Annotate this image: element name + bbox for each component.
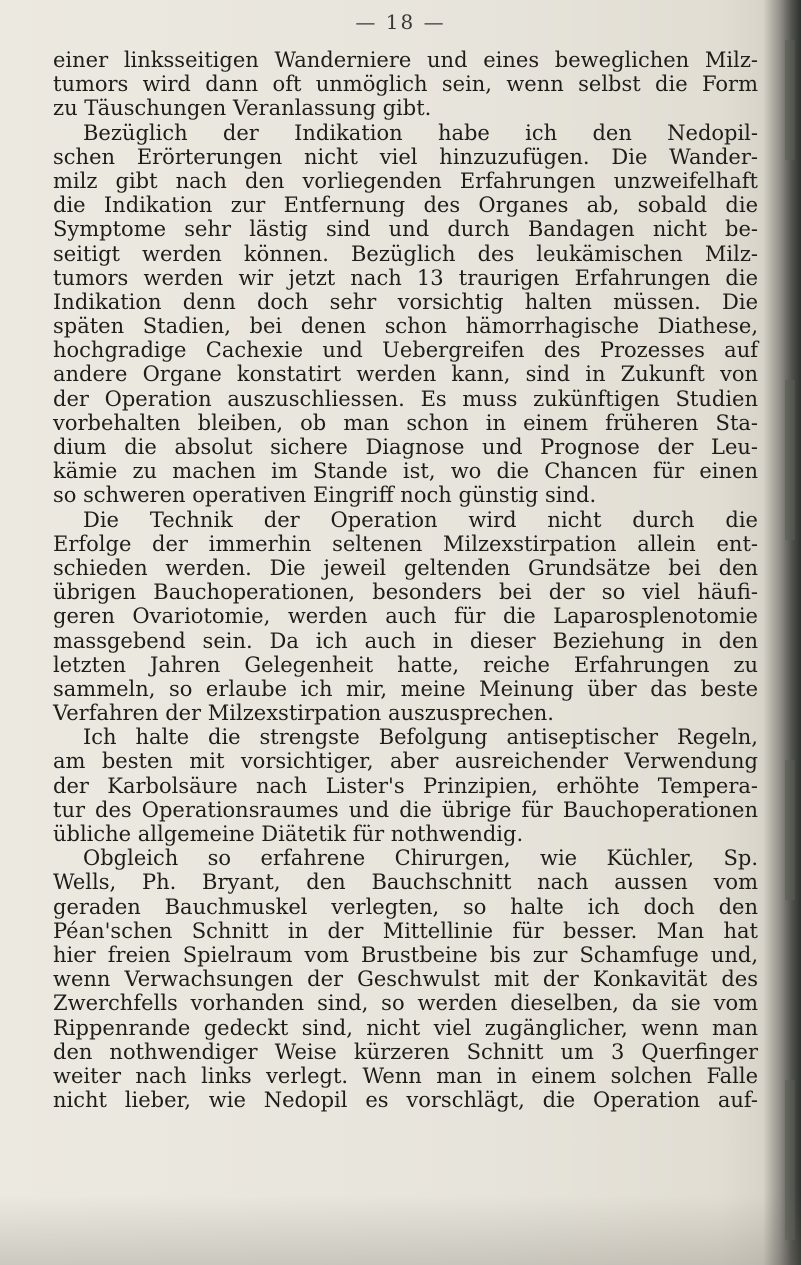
text-line: milz gibt nach den vorliegenden Erfahrungen unzweifelhaft — [53, 168, 758, 193]
text-line: hier freien Spielraum vom Brustbeine bis zur Schamfuge und, — [53, 942, 758, 967]
text-line: dium die absolut sichere Diagnose und Prognose der Leu- — [53, 435, 758, 459]
text-line: weiter nach links verlegt. Wenn man in einem solchen Falle — [53, 1063, 758, 1088]
edge-mark — [785, 40, 795, 160]
text-line: andere Organe konstatirt werden kann, sind in Zukunft von — [53, 362, 758, 387]
page-number: — 18 — — [355, 10, 446, 34]
text-line: zu Täuschungen Veranlassung gibt. — [53, 96, 432, 121]
text-line: so schweren operativen Eingriff noch günstig sind. — [53, 483, 597, 508]
text-line: der Operation auszuschliessen. Es muss zukünftigen Studien — [53, 386, 758, 411]
text-line: Wells, Ph. Bryant, den Bauchschnitt nach aussen vom — [53, 870, 758, 895]
text-line: Verfahren der Milzexstirpation auszusprechen. — [53, 701, 554, 726]
edge-mark — [785, 760, 795, 900]
text-line: schieden werden. Die jeweil geltenden Grundsätze bei den — [53, 555, 758, 580]
text-line: geren Ovariotomie, werden auch für die Laparosplenotomie — [53, 604, 758, 629]
text-line: die Indikation zur Entfernung des Organes ab, sobald die — [53, 193, 758, 218]
text-line: vorbehalten bleiben, ob man schon in einem früheren Sta- — [53, 410, 758, 435]
text-line: am besten mit vorsichtiger, aber ausreichender Verwendung — [53, 749, 758, 774]
page-edge-shadow — [763, 0, 801, 1265]
paragraph-start: Bezüglich der Indikation habe ich den Nedopil- — [83, 120, 758, 145]
text-line: den nothwendiger Weise kürzeren Schnitt um 3 Querfinger — [53, 1039, 758, 1064]
paragraph-start: Die Technik der Operation wird nicht durch die — [83, 507, 758, 532]
text-line: Symptome sehr lästig sind und durch Bandagen nicht be- — [53, 217, 758, 242]
text-line: schen Erörterungen nicht viel hinzuzufügen. Die Wander- — [53, 144, 758, 169]
text-line: seitigt werden können. Bezüglich des leukämischen Milz- — [53, 241, 758, 266]
text-line: kämie zu machen im Stande ist, wo die Chancen für einen — [53, 459, 758, 484]
paragraph-start: Obgleich so erfahrene Chirurgen, wie Küchler, Sp. — [83, 846, 758, 871]
body-text — [53, 48, 758, 1112]
text-line: tumors wird dann oft unmöglich sein, wenn selbst die Form — [53, 72, 758, 97]
paragraph-start: Ich halte die strengste Befolgung antiseptischer Regeln, — [83, 725, 758, 750]
text-line: späten Stadien, bei denen schon hämorrhagische Diathese, — [53, 314, 758, 339]
text-line: tumors werden wir jetzt nach 13 traurigen Erfahrungen die — [53, 265, 758, 290]
text-line: hochgradige Cachexie und Uebergreifen des Prozesses auf — [53, 338, 758, 363]
text-line: tur des Operationsraumes und die übrige für Bauchoperationen — [53, 797, 758, 822]
text-line: nicht lieber, wie Nedopil es vorschlägt, die Operation auf- — [53, 1088, 758, 1113]
text-line: wenn Verwachsungen der Geschwulst mit der Konkavität des — [53, 967, 758, 992]
text-line: der Karbolsäure nach Lister's Prinzipien, erhöhte Tempera- — [53, 773, 758, 798]
text-line: Zwerchfells vorhanden sind, so werden dieselben, da sie vom — [53, 991, 758, 1016]
text-line: massgebend sein. Da ich auch in dieser Beziehung in den — [53, 628, 758, 653]
text-line: Indikation denn doch sehr vorsichtig halten müssen. Die — [53, 289, 758, 314]
text-line: Rippenrande gedeckt sind, nicht viel zugänglicher, wenn man — [53, 1015, 758, 1040]
text-line: letzten Jahren Gelegenheit hatte, reiche Erfahrungen zu — [53, 652, 758, 677]
text-line: Péan'schen Schnitt in der Mittellinie für besser. Man hat — [53, 918, 758, 943]
text-line: übliche allgemeine Diätetik für nothwendig. — [53, 822, 524, 846]
text-line: Erfolge der immerhin seltenen Milzexstirpation allein ent- — [53, 531, 758, 556]
page-bottom-shadow — [0, 1195, 801, 1265]
edge-mark — [785, 380, 795, 540]
text-line: geraden Bauchmuskel verlegten, so halte ich doch den — [53, 894, 758, 919]
text-line: sammeln, so erlaube ich mir, meine Meinung über das beste — [53, 676, 758, 701]
text-line: einer linksseitigen Wanderniere und eines beweglichen Milz- — [53, 48, 758, 72]
text-line: übrigen Bauchoperationen, besonders bei der so viel häufi- — [53, 580, 758, 605]
